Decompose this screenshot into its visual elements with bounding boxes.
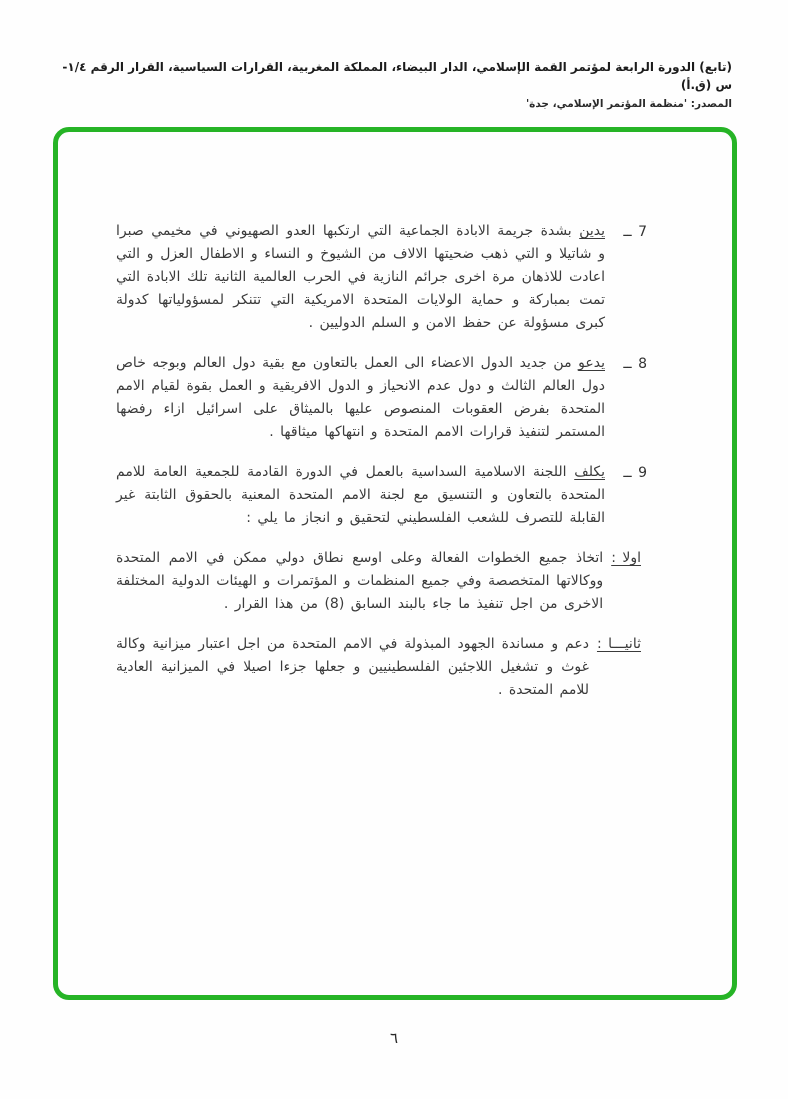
paragraph-9-marker: 9 ــ (623, 465, 647, 481)
paragraph-7-marker: 7 ــ (623, 224, 647, 240)
subitem-second-label: ثانيـــا : (596, 636, 641, 652)
document-header (56, 58, 732, 110)
paragraph-9-text: اللجنة الاسلامية السداسية بالعمل في الدورة القادمة للجمعية العامة للامم المتحدة بالتعاون و التنسيق مع لجنة الامم المتحدة المعنية بالحقوق الثابتة غير القابلة للتصرف للشعب الفلسطيني لتحقيق و انجاز ما يلي : (116, 464, 605, 526)
subitem-second-text: دعم و مساندة الجهود المبذولة في الامم المتحدة من اجل اعتبار ميزانية وكالة غوث و تشغيل اللاجئين الفلسطينيين و جعلها جزءا اصيلا في الميزانية العادية للامم المتحدة . (116, 636, 589, 698)
paragraph-7-text: بشدة جريمة الابادة الجماعية التي ارتكبها العدو الصهيوني في مخيمي صبرا و شاتيلا و التي ذهب ضحيتها الالاف من الشيوخ و النساء و الاطفال العزل و التي اعادت للاذهان مرة اخرى جرائم النازية في الحرب العالمية الثانية تلك الابادة التي تمت بمباركة و حماية الولايات المتحدة الامريكية التي تتنكر لمسؤولياتها كدولة كبرى مسؤولة عن حفظ الامن و السلم الدوليين . (116, 223, 605, 331)
document-source: المصدر: 'منظمة المؤتمر الإسلامي، جدة' (525, 98, 732, 110)
paragraph-8 (116, 352, 647, 444)
paragraph-9-lead: يكلف (574, 464, 605, 480)
scan-frame (53, 127, 737, 1000)
subitem-first (116, 547, 641, 616)
paragraph-8-marker: 8 ــ (623, 356, 647, 372)
subitem-first-text: اتخاذ جميع الخطوات الفعالة وعلى اوسع نطاق دولي ممكن في الامم المتحدة ووكالاتها المتخصصة وفي جميع المنظمات و المؤتمرات و الهيئات الدولية المختلفة الاخرى من اجل تنفيذ ما جاء بالبند السابق (8) من هذا القرار . (116, 550, 604, 612)
page-number: ٦ (389, 1029, 399, 1047)
paragraph-9 (116, 461, 647, 530)
paragraph-7-lead: يدين (579, 223, 605, 239)
document-title: (تابع) الدورة الرابعة لمؤتمر القمة الإسلامي، الدار البيضاء، المملكة المغربية، القرارات السياسية، القرار الرقم ١/٤-س (ق.أ) (62, 60, 732, 92)
subitem-second (116, 633, 641, 702)
subitem-first-label: اولا : (611, 550, 641, 566)
paragraph-7-body (116, 220, 605, 335)
paragraph-8-body (116, 352, 605, 444)
paragraph-8-lead: يدعو (578, 355, 605, 371)
paragraph-7 (116, 220, 647, 335)
paragraph-9-body (116, 461, 605, 530)
paragraph-8-text: من جديد الدول الاعضاء الى العمل بالتعاون مع بقية دول العالم وبوجه خاص دول العالم الثالث و دول عدم الانحياز و الدول الافريقية و العمل بقوة لقيام الامم المتحدة بفرض العقوبات المنصوص عليها بالميثاق على اسرائيل ازاء رفضها المستمر لتنفيذ قرارات الامم المتحدة و انتهاكها ميثاقها . (116, 355, 605, 440)
scan-content (116, 220, 647, 719)
